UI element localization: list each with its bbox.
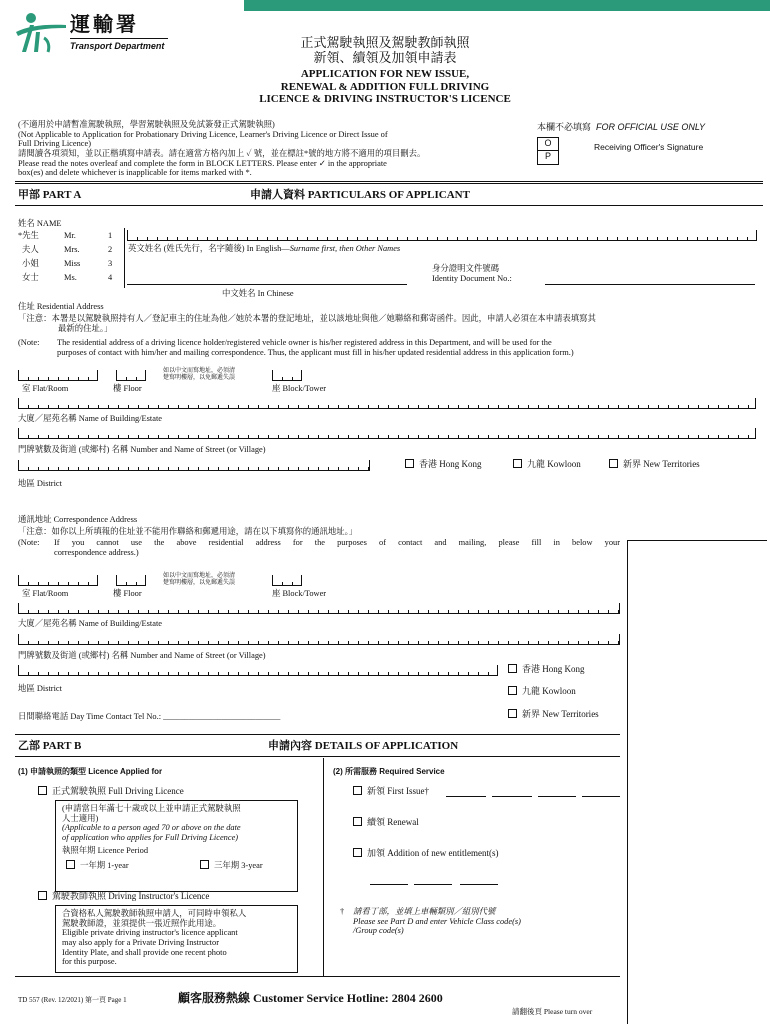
res-region-hk[interactable]: 香港 Hong Kong [405,459,482,469]
title-en-3: LICENCE & DRIVING INSTRUCTOR'S LICENCE [259,93,511,106]
block-label: 座 Block/Tower [272,589,327,598]
res-floor-field[interactable] [116,370,146,381]
divider [15,756,620,757]
residential-note-cn: 「注意：本署是以駕駛執照持有人／登記車主的住址為他／她於本署的登記地址，並以該地址與他／她聯絡和郵寄函件。因此，申請人必須在本申請表填寫其 最新的住址。」 [18,314,596,333]
res-region-nt[interactable]: 新界 New Territories [609,459,700,469]
form-code: TD 557 (Rev. 12/2021) 第一頁 Page 1 [18,996,127,1004]
checkbox-icon[interactable] [38,891,47,900]
renewal-option[interactable]: 續領 Renewal [353,817,419,827]
intro-line: (不適用於申請暫准駕駛執照，學習駕駛執照及免試簽發正式駕駛執照) [18,120,275,129]
divider [627,540,628,1024]
intro-notes [18,120,533,178]
res-block-field[interactable] [272,370,302,381]
checkbox-icon[interactable] [513,459,522,468]
corr-region-kln[interactable]: 九龍 Kowloon [508,686,576,696]
official-title-cn: 本欄不必填寫 [537,122,592,132]
name-label: 姓名 NAME [18,219,62,228]
form-title [230,36,540,106]
corr-flat-field[interactable] [18,575,98,586]
period-3-year[interactable]: 三年期 3-year [200,860,263,871]
intro-line: box(es) and delete whichever is inapplicable for items marked with *. [18,168,252,178]
district-label: 地區 District [18,684,62,693]
checkbox-icon[interactable] [508,664,517,673]
title-cn-2: 新領、續領及加領申請表 [313,49,457,65]
intro-line: Please read the notes overleaf and complete the form in BLOCK LETTERS. Please enter ✓ in the appropriate [18,158,387,168]
building-label: 大廈／屋苑名稱 Name of Building/Estate [18,414,162,423]
full-licence-option[interactable]: 正式駕駛執照 Full Driving Licence [38,786,184,796]
chinese-name-field[interactable] [127,284,407,285]
part-a-label: 甲部 PART A [18,189,82,201]
instructor-note-box: 合資格私人駕駛教師執照申請人，可同時申領私人 駕駛教師證，並須提供一張近照作此用途。 Eligible private driving instructor's licence applicant may also apply for a Private Driving Instructor Identity Plate, and shall provide one recent photo for this purpose. [55,905,298,973]
correspondence-note-en: If you cannot use the above residential address for the purposes of contact and mailing, please fill in below your correspondence address.) [54,538,620,557]
class-code-field[interactable] [538,796,576,797]
intro-line: Full Driving Licence) [18,139,92,149]
divider [627,540,767,541]
checkbox-icon[interactable] [405,459,414,468]
divider [15,205,763,206]
corr-region-nt[interactable]: 新界 New Territories [508,709,599,719]
english-name-caption: 英文姓名 (姓氏先行，名字隨後) In English—Surname first, then Other Names [128,244,401,253]
flat-label: 室 Flat/Room [22,384,69,393]
corr-building-field[interactable] [18,603,620,614]
street-label: 門牌號數及街道 (或鄉村) 名稱 Number and Name of Street (or Village) [18,445,266,454]
officer-signature: Receiving Officer's Signature [594,142,704,152]
residential-label: 住址 Residential Address [18,302,104,311]
title-en-1: APPLICATION FOR NEW ISSUE, [300,67,470,80]
required-service: (2) 所需服務 Required Service [333,767,445,776]
chinese-name-label: 中文姓名 In Chinese [222,289,294,298]
street-label: 門牌號數及街道 (或鄉村) 名稱 Number and Name of Street (or Village) [18,651,266,660]
divider [15,183,763,184]
id-document-label: 身分證明文件號碼 Identity Document No.: [432,264,512,283]
floor-note: 如以中文而寫地址，必須清 楚寫明樓層，以免郵遞失誤 [163,573,236,586]
checkbox-icon[interactable] [508,709,517,718]
class-code-field[interactable] [582,796,620,797]
checkbox-icon[interactable] [38,786,47,795]
corr-street-field[interactable] [18,634,620,645]
logo-english: Transport Department [70,41,165,51]
part-b-label: 乙部 PART B [18,740,82,752]
customer-hotline: 顧客服務熱線 Customer Service Hotline: 2804 2600 [178,991,443,1005]
checkbox-icon[interactable] [353,817,362,826]
class-code-field[interactable] [460,884,498,885]
td-emblem-icon [14,10,70,54]
checkbox-icon[interactable] [200,860,209,869]
corr-district-field[interactable] [18,665,498,676]
official-o: O [538,138,558,151]
residential-note-en: The residential address of a driving licence holder/registered vehicle owner is his/her registered address in this Department, and will be used for the purposes of contact with him/her and mailing correspondence. Thus, the applicant must fill in his/her updated residential address in this application form.) [57,338,574,357]
corr-floor-field[interactable] [116,575,146,586]
header-bar [244,0,770,11]
title-option-mrs[interactable]: 夫人 Mrs. 2 [22,245,113,254]
turn-over: 請翻後頁 Please turn over [512,1007,593,1016]
building-label: 大廈／屋苑名稱 Name of Building/Estate [18,619,162,628]
correspondence-label: 通訊地址 Correspondence Address [18,515,138,524]
licence-applied-for: (1) 申請執照的類型 Licence Applied for [18,767,163,776]
res-flat-field[interactable] [18,370,98,381]
title-option-ms[interactable]: 女士 Ms. 4 [22,273,113,282]
instructor-licence-option[interactable]: 駕駛教師執照 Driving Instructor's Licence [38,891,209,901]
official-p: P [544,151,551,161]
title-options [18,231,118,287]
note-lead: (Note: [18,338,40,347]
divider [124,228,125,288]
logo-chinese: 運輸署 [70,14,139,36]
floor-note: 如以中文而寫地址，必須清 楚寫明樓層，以免郵遞失誤 [163,368,236,381]
class-code-field[interactable] [370,884,408,885]
age-70-note-box: (申請當日年滿七十歲或以上並申請正式駕駛執照 人士適用) (Applicable to a person aged 70 or above on the date of application who applies for Full Driving Licence) 執照年期 Licence Period 一年期 1-year 三年期 3-year [55,800,298,892]
checkbox-icon[interactable] [353,786,362,795]
title-en-2: RENEWAL & ADDITION FULL DRIVING [280,80,490,93]
checkbox-icon[interactable] [508,686,517,695]
block-label: 座 Block/Tower [272,384,327,393]
class-code-field[interactable] [414,884,452,885]
divider [15,734,620,735]
contact-tel[interactable]: 日間聯絡電話 Day Time Contact Tel No.: ____________________________ [18,712,281,721]
res-building-field[interactable] [18,398,756,409]
res-street-field[interactable] [18,428,756,439]
official-use-box [537,122,763,166]
district-label: 地區 District [18,479,62,488]
logo-divider [70,38,168,39]
dagger-mark: † [340,907,345,916]
title-option-mr[interactable]: *先生 Mr. 1 [18,231,113,240]
checkbox-icon[interactable] [353,848,362,857]
floor-label: 樓 Floor [113,589,142,598]
addition-option[interactable]: 加領 Addition of new entitlement(s) [353,848,498,858]
part-a-title: 申請人資料 PARTICULARS OF APPLICANT [250,189,470,201]
class-code-field[interactable] [446,796,486,797]
class-code-field[interactable] [492,796,532,797]
divider [15,181,763,182]
flat-label: 室 Flat/Room [22,589,69,598]
part-b-title: 申請內容 DETAILS OF APPLICATION [268,740,459,752]
intro-line: (Not Applicable to Application for Probationary Driving Licence, Learner's Driving Licence or Direct Issue of [18,129,388,139]
title-option-miss[interactable]: 小姐 Miss 3 [22,259,113,268]
id-number-field[interactable] [545,284,755,285]
floor-label: 樓 Floor [113,384,142,393]
first-issue-option[interactable]: 新領 First Issue† [353,786,429,796]
intro-line: 請閱讀各項須知，並以正楷填寫申請表。請在適當方格內加上 ✓ 號，並在標註*號的地方將不適用的項目刪去。 [18,148,426,158]
correspondence-note-cn: 「注意：如你以上所填報的住址並不能用作聯絡和郵遞用途，請在以下填寫你的通訊地址。」 [18,527,358,536]
checkbox-icon[interactable] [66,860,75,869]
official-title-en: FOR OFFICIAL USE ONLY [596,122,706,132]
res-district-field[interactable] [18,460,370,471]
divider [323,758,324,976]
english-name-field[interactable] [127,230,757,241]
corr-region-hk[interactable]: 香港 Hong Kong [508,664,585,674]
checkbox-icon[interactable] [609,459,618,468]
period-1-year[interactable]: 一年期 1-year [66,860,129,871]
dagger-note: 請看丁部，並填上車輛類別／組別代號 Please see Part D and enter Vehicle Class code(s) /Group code(s) [353,907,521,936]
corr-block-field[interactable] [272,575,302,586]
divider [15,976,620,977]
note-lead: (Note: [18,538,40,547]
title-cn-1: 正式駕駛執照及駕駛教師執照 [300,35,470,50]
res-region-kln[interactable]: 九龍 Kowloon [513,459,581,469]
